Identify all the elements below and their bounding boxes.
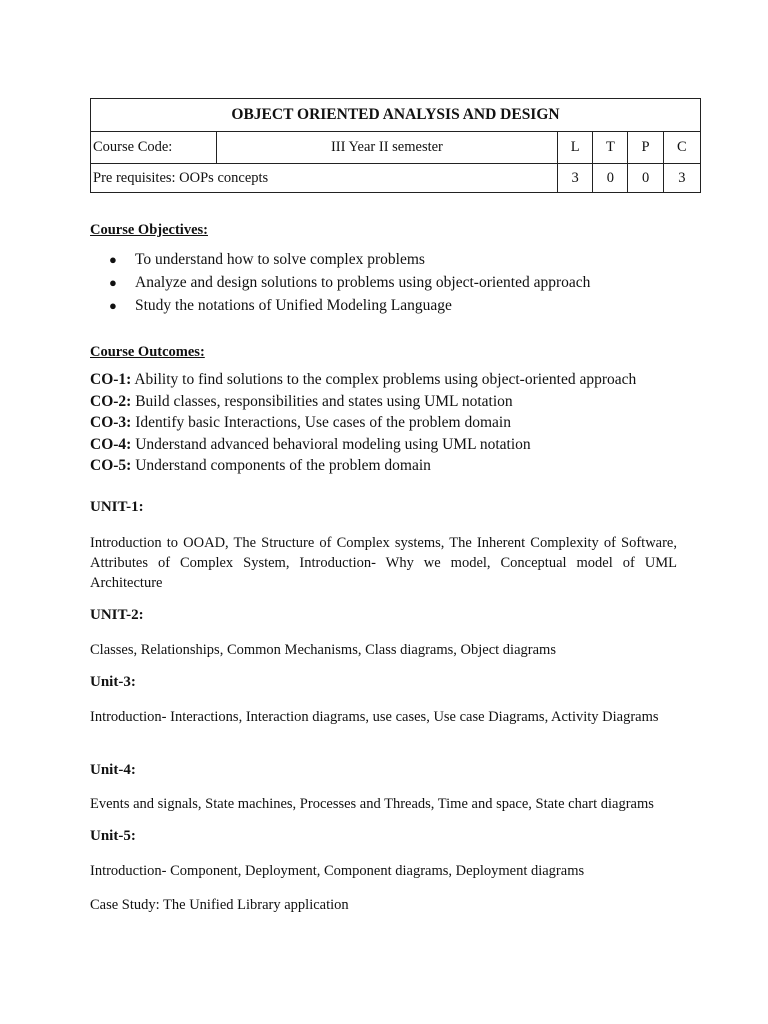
- bullet-icon: ●: [109, 275, 117, 290]
- unit-3-text: Introduction- Interactions, Interaction diagrams, use cases, Use case Diagrams, Activity Diagrams: [90, 709, 659, 725]
- unit-3-heading: Unit-3:: [90, 674, 136, 690]
- unit-4-heading: Unit-4:: [90, 762, 136, 778]
- unit-1-text: Introduction to OOAD, The Structure of Complex systems, The Inherent Complexity of Software, Attributes of Complex System, Introduction- Why we model, Conceptual model of UML Architecture: [90, 535, 677, 591]
- list-item: ● Study the notations of Unified Modeling Language: [135, 294, 590, 317]
- ltpc-value-c: 3: [663, 164, 700, 193]
- outcomes-heading: Course Outcomes:: [90, 344, 205, 360]
- objectives-list: [90, 248, 590, 317]
- unit-1-heading: UNIT-1:: [90, 499, 144, 515]
- course-title: OBJECT ORIENTED ANALYSIS AND DESIGN: [91, 99, 701, 132]
- unit-4-text: Events and signals, State machines, Processes and Threads, Time and space, State chart diagrams: [90, 796, 654, 812]
- list-item: ● To understand how to solve complex problems: [135, 248, 590, 271]
- ltpc-value-l: 3: [558, 164, 593, 193]
- objectives-heading: Course Objectives:: [90, 222, 208, 238]
- course-info-table: [90, 98, 701, 193]
- ltpc-value-t: 0: [593, 164, 628, 193]
- ltpc-header-c: C: [663, 132, 700, 164]
- list-item: ● Analyze and design solutions to problems using object-oriented approach: [135, 271, 590, 294]
- ltpc-value-p: 0: [628, 164, 663, 193]
- case-study: Case Study: The Unified Library application: [90, 897, 349, 913]
- outcome-item: CO-1: Ability to find solutions to the complex problems using object-oriented approach: [90, 371, 637, 388]
- course-code-label: Course Code:: [91, 132, 217, 164]
- year-semester: III Year II semester: [216, 132, 557, 164]
- outcome-item: CO-3: Identify basic Interactions, Use cases of the problem domain: [90, 414, 511, 432]
- outcome-item: CO-2: Build classes, responsibilities and states using UML notation: [90, 392, 513, 410]
- outcomes-list: [90, 369, 710, 477]
- bullet-icon: ●: [109, 252, 117, 267]
- outcome-item: CO-4: Understand advanced behavioral modeling using UML notation: [90, 435, 531, 453]
- unit-5-heading: Unit-5:: [90, 828, 136, 844]
- ltpc-header-l: L: [558, 132, 593, 164]
- unit-2-heading: UNIT-2:: [90, 607, 144, 623]
- bullet-icon: ●: [109, 298, 117, 313]
- unit-5-text: Introduction- Component, Deployment, Component diagrams, Deployment diagrams: [90, 863, 585, 879]
- outcome-item: CO-5: Understand components of the problem domain: [90, 457, 431, 475]
- ltpc-header-t: T: [593, 132, 628, 164]
- unit-2-text: Classes, Relationships, Common Mechanisms, Class diagrams, Object diagrams: [90, 642, 556, 658]
- ltpc-header-p: P: [628, 132, 663, 164]
- prerequisites: Pre requisites: OOPs concepts: [91, 164, 558, 193]
